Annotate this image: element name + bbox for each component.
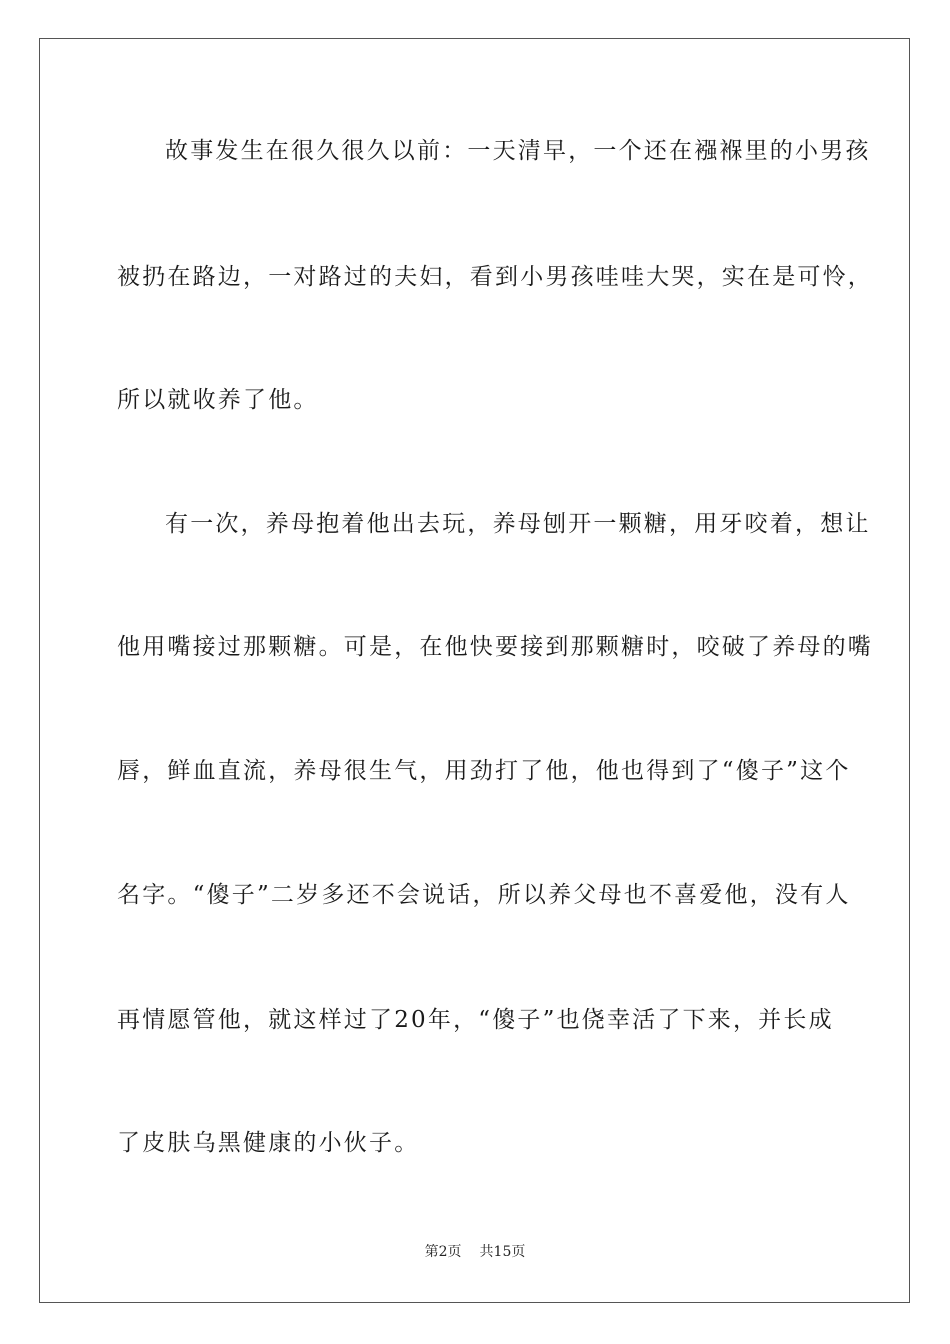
- paragraph-2-line-2: 他用嘴接过那颗糖。可是，在他快要接到那颗糖时，咬破了养母的嘴: [117, 634, 873, 660]
- paragraph-2-line-3: 唇，鲜血直流，养母很生气，用劲打了他，他也得到了“傻子”这个: [117, 758, 851, 784]
- paragraph-2-line-6: 了皮肤乌黑健康的小伙子。: [117, 1130, 420, 1156]
- page-number: 第2页: [424, 1244, 462, 1260]
- page-footer: [0, 1243, 950, 1261]
- paragraph-1-line-2: 被扔在路边，一对路过的夫妇，看到小男孩哇哇大哭，实在是可怜，: [117, 264, 873, 290]
- paragraph-2-line-1: 有一次，养母抱着他出去玩，养母刨开一颗糖，用牙咬着，想让: [165, 511, 871, 537]
- paragraph-2-line-4: 名字。“傻子”二岁多还不会说话，所以养父母也不喜爱他，没有人: [117, 882, 851, 908]
- page-border: [39, 38, 910, 1303]
- paragraph-2-line-5: 再情愿管他，就这样过了20年，“傻子”也侥幸活了下来，并长成: [117, 1007, 834, 1033]
- paragraph-1-line-1: 故事发生在很久很久以前：一天清早，一个还在襁褓里的小男孩: [165, 138, 871, 164]
- page-total: 共15页: [479, 1244, 526, 1260]
- paragraph-1-line-3: 所以就收养了他。: [117, 387, 319, 413]
